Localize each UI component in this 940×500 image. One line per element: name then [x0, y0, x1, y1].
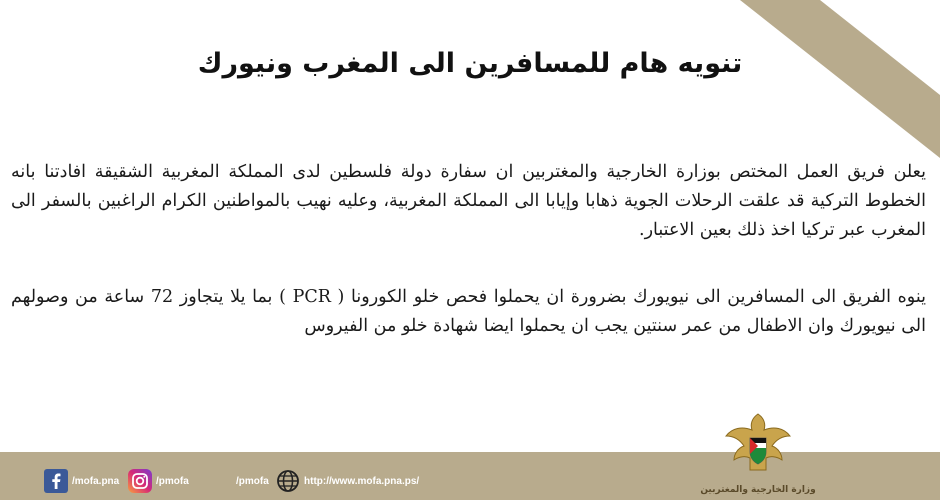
- paragraph-morocco-notice: يعلن فريق العمل المختص بوزارة الخارجية والمغتربين ان سفارة دولة فلسطين لدى المملكة المغربية الشقيقة افادتنا بانه الخطوط التركية قد علقت الرحلات الجوية ذهابا وإيابا الى المملكة المغربية، وعليه نهيب بالمواطنين الكرام الراغبين بالسفر الى المغرب عبر تركيا اخذ ذلك بعين الاعتبار.: [11, 162, 926, 240]
- website-url: http://www.mofa.pna.ps/: [304, 475, 420, 487]
- instagram-link[interactable]: [128, 468, 189, 494]
- website-link[interactable]: [276, 468, 419, 494]
- ministry-emblem: [700, 404, 816, 500]
- facebook-handle: /mofa.pna: [72, 475, 120, 487]
- twitter-handle: /pmofa: [236, 475, 269, 487]
- twitter-link[interactable]: [236, 468, 269, 494]
- paragraph-new-york-notice: ينوه الفريق الى المسافرين الى نيويورك بضرورة ان يحملوا فحص خلو الكورونا ( PCR ) بما يلا يتجاوز 72 ساعة من وصولهم الى نيويورك وان الاطفال من عمر سنتين يجب ان يحملوا ايضا شهادة خلو من الفيروس: [11, 287, 926, 336]
- facebook-link[interactable]: [44, 468, 119, 494]
- page-title: تنويه هام للمسافرين الى المغرب ونيورك: [197, 48, 743, 79]
- ministry-name: وزارة الخارجية والمغتربين: [700, 485, 816, 495]
- facebook-icon: [44, 469, 68, 493]
- instagram-handle: /pmofa: [156, 475, 189, 487]
- globe-icon: [276, 469, 300, 493]
- instagram-icon: [128, 469, 152, 493]
